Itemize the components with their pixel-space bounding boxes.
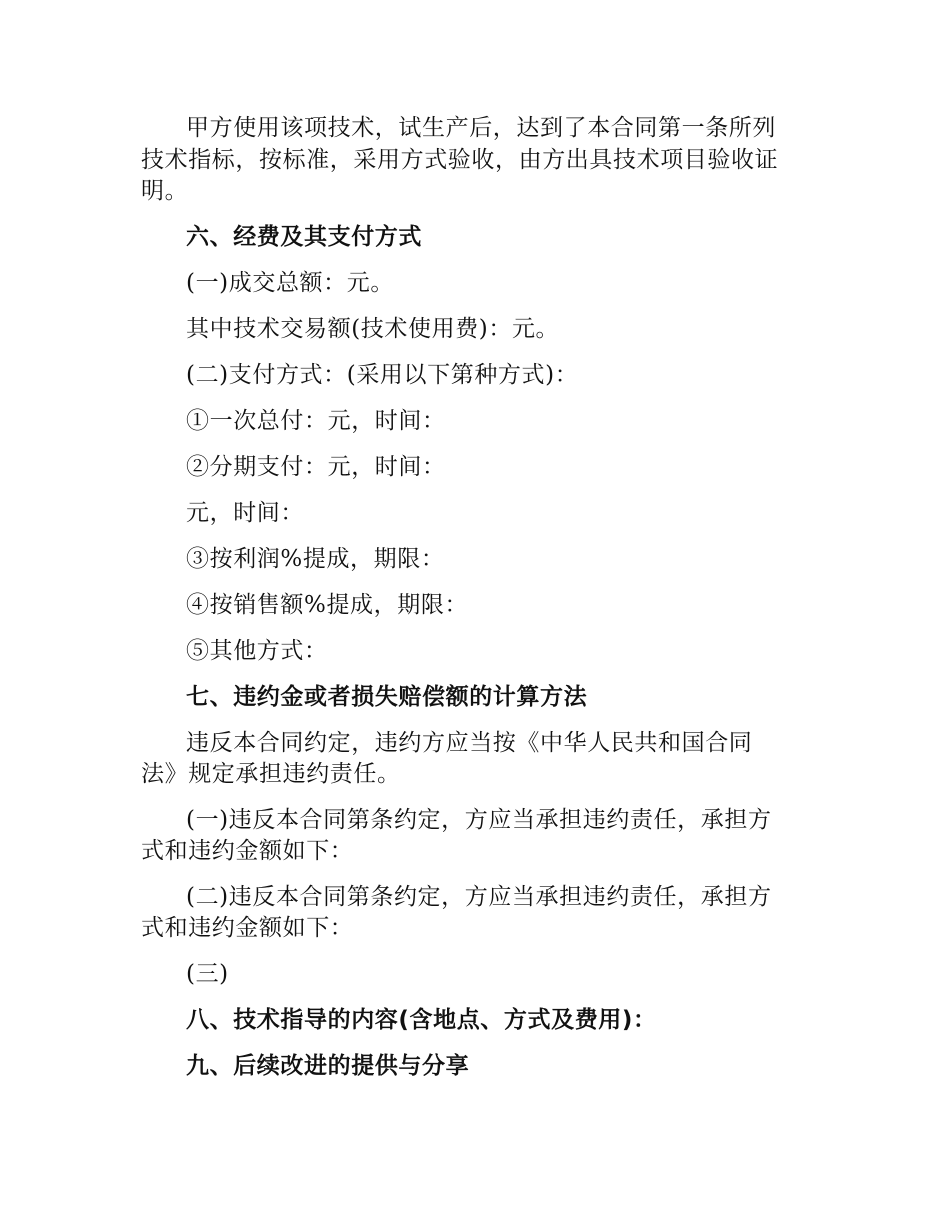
section-heading-6: 六、经费及其支付方式: [186, 224, 422, 250]
section-heading-7: 七、违约金或者损失赔偿额的计算方法: [186, 684, 588, 710]
paragraph-line: 式和违约金额如下：: [141, 915, 354, 941]
paragraph-line: (三): [186, 961, 229, 987]
payment-option-2: ②分期支付：元，时间：: [186, 454, 446, 480]
paragraph-line: 技术指标，按标准，采用方式验收，由方出具技术项目验收证: [141, 147, 779, 173]
paragraph-line: (一)违反本合同第条约定，方应当承担违约责任，承担方: [186, 807, 772, 833]
section-heading-9: 九、后续改进的提供与分享: [186, 1053, 470, 1079]
payment-option-1: ①一次总付：元，时间：: [186, 408, 446, 434]
payment-method-line: (二)支付方式：(采用以下第种方式)：: [186, 362, 579, 388]
paragraph-line: 甲方使用该项技术，试生产后，达到了本合同第一条所列: [186, 115, 776, 141]
paragraph-line: 法》规定承担违约责任。: [141, 761, 401, 787]
payment-option-2-continued: 元，时间：: [186, 500, 304, 526]
tech-fee-line: 其中技术交易额(技术使用费)：元。: [186, 316, 560, 342]
paragraph-line: 明。: [141, 178, 189, 204]
paragraph-line: 违反本合同约定，违约方应当按《中华人民共和国合同: [186, 730, 753, 756]
paragraph-line: (二)违反本合同第条约定，方应当承担违约责任，承担方: [186, 884, 772, 910]
section-heading-8: 八、技术指导的内容(含地点、方式及费用)：: [186, 1007, 657, 1033]
payment-option-4: ④按销售额%提成，期限：: [186, 592, 469, 618]
paragraph-line: 式和违约金额如下：: [141, 838, 354, 864]
payment-option-3: ③按利润%提成，期限：: [186, 546, 445, 572]
payment-option-5: ⑤其他方式：: [186, 638, 328, 664]
total-amount-line: (一)成交总额：元。: [186, 270, 394, 296]
